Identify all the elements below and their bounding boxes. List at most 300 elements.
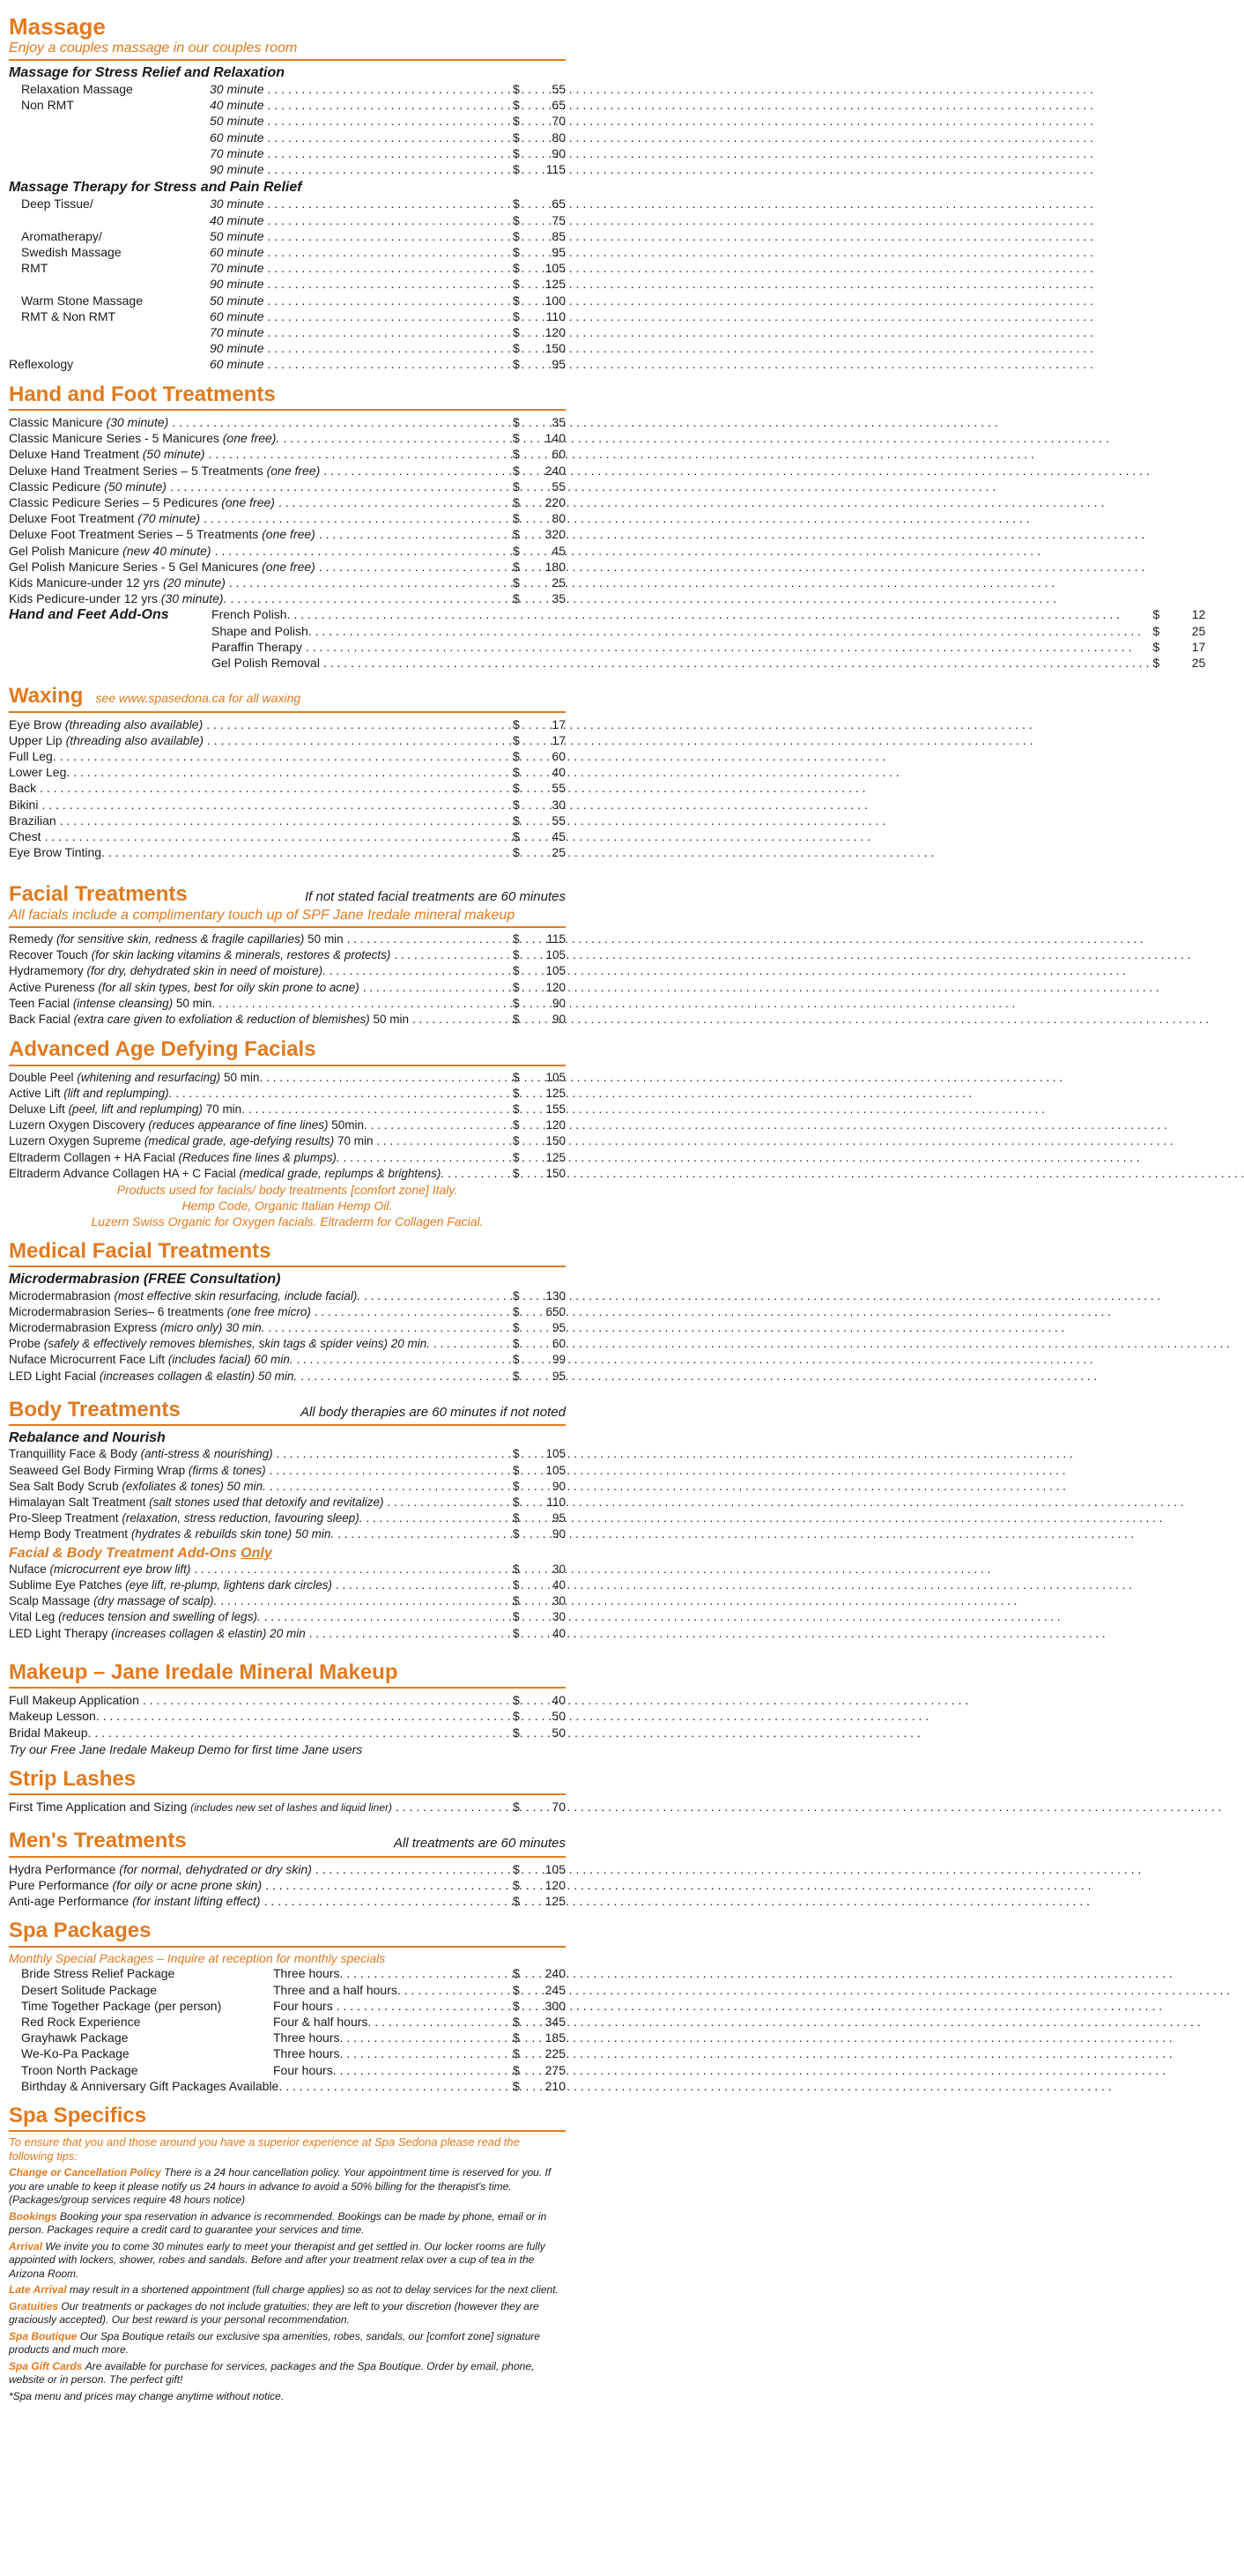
item-price <box>513 260 566 276</box>
currency-sign: $ <box>513 1725 520 1740</box>
item-name <box>9 1578 332 1593</box>
leader-dots <box>267 276 509 292</box>
item-name: Non RMT <box>21 98 74 113</box>
item-title: Deluxe Hand Treatment Series – 5 Treatments <box>9 463 263 478</box>
makeup-row <box>9 1725 566 1741</box>
item-note: (threading also available) <box>64 716 204 731</box>
item-price <box>513 2062 566 2078</box>
medical-row <box>9 1304 566 1320</box>
leader-dots <box>297 1352 509 1368</box>
item-note: (peel, lift and replumping) <box>68 1102 203 1117</box>
facial-head-note: If not stated facial treatments are 60 minutes <box>305 889 566 905</box>
body-addon-row <box>9 1578 566 1593</box>
item-price <box>513 1609 566 1625</box>
currency-sign: $ <box>513 1861 520 1876</box>
facial-row <box>9 932 566 947</box>
leader-dots <box>323 655 1149 671</box>
hand-foot-row <box>9 430 566 446</box>
item-title: Microdermabrasion Express <box>9 1321 158 1335</box>
facial-list <box>9 932 566 1028</box>
massage-row <box>9 161 566 177</box>
body-addons-list <box>9 1562 566 1642</box>
price-value: 35 <box>552 591 566 606</box>
massage-row <box>9 81 566 97</box>
item-note: (one free) <box>266 463 321 478</box>
age-row <box>9 1070 566 1086</box>
leader-dots <box>285 2078 509 2094</box>
currency-sign: $ <box>513 964 520 978</box>
age-products <box>9 1182 566 1229</box>
item-name: Grayhawk Package <box>21 2030 129 2045</box>
item-price <box>513 748 566 764</box>
hand-foot-row <box>9 414 566 430</box>
item-price <box>513 1495 566 1511</box>
item-price <box>513 130 566 145</box>
leader-dots <box>277 1446 509 1462</box>
item-title: Chest <box>9 829 41 844</box>
body-addons-title: Facial & Body Treatment Add-Ons Only <box>9 1545 272 1561</box>
leader-dots <box>346 2045 509 2061</box>
price-value: 105 <box>545 964 566 978</box>
item-name: Relaxation Massage <box>21 81 133 96</box>
item-price <box>513 732 566 748</box>
item-price <box>513 510 566 526</box>
item-name <box>9 797 38 813</box>
item-note: (increases collagen & elastin) 50 min. <box>99 1369 298 1383</box>
item-name <box>9 963 326 979</box>
currency-sign: $ <box>513 1134 520 1148</box>
makeup-note: Try our Free Jane Iredale Makeup Demo for first time Jane users <box>9 1741 363 1756</box>
massage-title: Massage <box>9 13 106 40</box>
item-name <box>9 996 215 1012</box>
item-duration: Four hours <box>273 1998 333 2013</box>
age-row <box>9 1166 566 1182</box>
item-price: $ 95 <box>513 357 566 372</box>
products-line: Products used for facials/ body treatments [comfort zone] Italy. <box>116 1183 458 1198</box>
currency-sign: $ <box>513 277 520 292</box>
price-value: 115 <box>546 932 566 947</box>
item-price <box>1152 655 1205 671</box>
item-title: Eye Brow <box>9 716 62 731</box>
leader-dots <box>267 356 509 372</box>
body-section <box>9 1395 566 1642</box>
item-title: Microdermabrasion <box>9 1288 111 1303</box>
body-addon-row <box>9 1562 566 1578</box>
currency-sign: $ <box>513 197 520 212</box>
currency-sign: $ <box>513 161 520 176</box>
item-price <box>513 1336 566 1352</box>
massage-row <box>9 212 566 228</box>
item-note: (for dry, dehydrated skin in need of moisture). <box>86 964 326 978</box>
age-list <box>9 1070 566 1182</box>
item-title: Back <box>9 781 37 796</box>
item-name: Full Makeup Application <box>9 1693 139 1708</box>
currency-sign: $ <box>513 1102 520 1117</box>
price-value: 345 <box>544 2015 566 2030</box>
price-value: 17 <box>552 716 566 731</box>
item-name <box>9 844 105 860</box>
item-price <box>513 1446 566 1462</box>
hand-foot-row <box>9 479 566 494</box>
item-price <box>513 1070 566 1086</box>
leader-dots <box>108 844 509 860</box>
price-value: 65 <box>552 98 566 113</box>
item-title: Nuface Microcurrent Face Lift <box>9 1353 166 1367</box>
currency-sign: $ <box>513 1877 520 1892</box>
body-row <box>9 1495 566 1511</box>
item-title: Recover Touch <box>9 948 88 962</box>
currency-sign: $ <box>513 1070 520 1084</box>
item-name: Troon North Package <box>21 2062 138 2077</box>
currency-sign: $ <box>513 495 520 510</box>
item-extra: 70 min <box>337 1134 374 1148</box>
leader-dots <box>267 260 509 276</box>
leader-dots <box>306 639 1149 655</box>
packages-title: Spa Packages <box>9 1919 152 1943</box>
hand-foot-row <box>9 510 566 526</box>
item-name: RMT & Non RMT <box>21 308 116 323</box>
leader-dots <box>319 526 509 542</box>
item-name: Bride Stress Relief Package <box>21 1966 175 1981</box>
divider <box>9 1793 566 1795</box>
currency-sign: $ <box>513 749 520 764</box>
leader-dots <box>346 2030 509 2045</box>
medical-row <box>9 1352 566 1368</box>
price-value: 105 <box>545 1463 566 1477</box>
item-price <box>513 1117 566 1133</box>
waxing-row <box>9 844 566 860</box>
item-price <box>1152 606 1205 622</box>
age-section <box>9 1038 566 1229</box>
item-title: Luzern Oxygen Discovery <box>9 1118 145 1132</box>
item-price <box>513 813 566 828</box>
item-duration: Three hours. <box>273 1966 344 1981</box>
price-value: 25 <box>552 845 566 860</box>
price-value: 40 <box>552 765 566 780</box>
leader-dots <box>94 1725 509 1741</box>
item-name <box>9 446 205 462</box>
item-price <box>513 81 566 97</box>
specifics-lead: Spa Boutique <box>9 2329 78 2342</box>
currency-sign: $ <box>513 145 520 160</box>
price-value: 95 <box>552 1321 566 1335</box>
item-title: LED Light Facial <box>9 1369 97 1383</box>
item-duration: 40 minute <box>210 98 264 113</box>
item-title: Brazilian <box>9 813 56 828</box>
item-duration: 90 minute <box>210 277 264 292</box>
leader-dots <box>278 494 509 510</box>
item-extra: 50 min <box>307 932 344 947</box>
item-price <box>513 2045 566 2061</box>
item-name <box>9 1166 444 1182</box>
price-value: 30 <box>552 1594 566 1608</box>
facial-section <box>9 880 566 1028</box>
leader-dots <box>267 324 509 340</box>
leader-dots <box>267 244 509 260</box>
item-title: Back Facial <box>9 1013 70 1027</box>
divider <box>9 711 566 713</box>
item-name <box>9 1463 266 1479</box>
massage-row <box>9 276 566 292</box>
item-name: Aromatherapy/ <box>21 228 102 243</box>
item-note: (50 minute) <box>142 447 205 462</box>
leader-dots <box>264 1893 509 1909</box>
currency-sign: $ <box>513 98 520 113</box>
item-name <box>9 1336 430 1352</box>
specifics-item <box>9 2166 566 2208</box>
price-value: 105 <box>544 261 566 276</box>
specifics-body: There is a 24 hour cancellation policy. Your appointment time is reserved for you. If you are unable to keep it please notify us 24 hours in advance to avoid a 50% billing for the therapist's time. (Packages/group services require 48 hours notice) <box>9 2166 552 2207</box>
item-note: (for normal, dehydrated or dry skin) <box>119 1861 312 1876</box>
item-name <box>9 1150 340 1166</box>
item-name <box>9 1626 306 1642</box>
item-note: (includes facial) 60 min. <box>167 1353 293 1367</box>
item-price <box>513 1102 566 1117</box>
waxing-row <box>9 780 566 796</box>
item-name: French Polish. <box>211 607 291 622</box>
item-duration: 90 minute <box>210 341 264 356</box>
reflexology-row <box>9 356 566 372</box>
price-value: 105 <box>545 948 566 962</box>
item-price <box>513 1965 566 1981</box>
item-price <box>513 196 566 212</box>
item-note: (one free) <box>221 495 275 510</box>
medical-list <box>9 1288 566 1385</box>
item-price <box>513 1369 566 1385</box>
age-row <box>9 1086 566 1102</box>
item-price <box>513 1463 566 1479</box>
item-note: (medical grade, replumps & brightens). <box>239 1166 445 1180</box>
currency-sign: $ <box>513 2046 520 2061</box>
package-row <box>9 1965 566 1981</box>
leader-dots <box>346 1965 509 1981</box>
leader-dots <box>330 963 509 979</box>
item-price <box>513 1861 566 1877</box>
item-name <box>9 1352 293 1368</box>
item-name: Birthday & Anniversary Gift Packages Available. <box>21 2078 283 2093</box>
item-name <box>9 1012 409 1028</box>
currency-sign: $ <box>513 1894 520 1909</box>
item-price <box>513 414 566 430</box>
item-note: (for oily or acne prone skin) <box>112 1877 263 1892</box>
specifics-intro: To ensure that you and those around you have a superior experience at Spa Sedona please read the following tips: <box>9 2135 520 2164</box>
item-title: Eye Brow Tinting. <box>9 845 105 860</box>
price-value: 110 <box>546 1496 566 1510</box>
leader-dots <box>270 1463 509 1479</box>
price-value: 240 <box>544 463 566 478</box>
item-price <box>513 575 566 590</box>
divider <box>9 1424 566 1426</box>
package-row <box>9 1982 566 1998</box>
item-duration: 70 minute <box>210 261 264 276</box>
currency-sign: $ <box>513 797 520 812</box>
age-row <box>9 1133 566 1149</box>
medical-row <box>9 1288 566 1304</box>
item-title: Classic Pedicure <box>9 479 101 494</box>
waxing-row <box>9 732 566 748</box>
leader-dots <box>267 293 509 308</box>
package-row <box>9 2062 566 2078</box>
price-value: 85 <box>552 228 566 243</box>
currency-sign: $ <box>513 415 520 429</box>
divider <box>9 1687 566 1689</box>
item-title: Seaweed Gel Body Firming Wrap <box>9 1463 186 1477</box>
price-value: 25 <box>1191 656 1206 671</box>
item-note: (relaxation, stress reduction, favouring sleep). <box>122 1511 363 1526</box>
waxing-title: Waxing <box>9 684 84 709</box>
body-row <box>9 1446 566 1462</box>
item-price <box>513 479 566 494</box>
massage-row <box>9 308 566 324</box>
currency-sign: $ <box>513 1013 520 1027</box>
item-duration: 60 minute <box>210 357 264 372</box>
item-title: Deluxe Lift <box>9 1102 65 1117</box>
leader-dots <box>209 446 509 462</box>
leader-dots <box>248 1102 509 1117</box>
item-duration: 50 minute <box>210 114 264 129</box>
currency-sign: $ <box>513 479 520 494</box>
item-price <box>513 1626 566 1642</box>
item-name <box>9 1369 297 1385</box>
item-price <box>513 145 566 161</box>
item-name <box>9 1562 190 1578</box>
mens-list <box>9 1861 566 1910</box>
item-duration: Three hours. <box>273 2046 344 2061</box>
massage-row <box>9 260 566 276</box>
item-name <box>9 1593 217 1609</box>
item-name <box>9 1479 266 1495</box>
item-name <box>9 1117 367 1133</box>
price-value: 105 <box>545 1447 566 1461</box>
currency-sign: $ <box>513 527 520 542</box>
price-value: 150 <box>545 1166 566 1180</box>
item-name <box>9 1288 360 1304</box>
currency-sign: $ <box>1152 623 1160 638</box>
price-value: 65 <box>552 197 566 212</box>
leader-dots <box>267 228 509 244</box>
item-title: Eltraderm Advance Collagen HA + C Facial <box>9 1166 236 1180</box>
leader-dots <box>448 1166 509 1182</box>
item-name <box>9 1526 334 1542</box>
item-name <box>9 1877 262 1893</box>
currency-sign: $ <box>513 325 520 339</box>
leader-dots <box>267 161 509 177</box>
item-price <box>513 1012 566 1028</box>
leader-dots <box>215 543 509 559</box>
item-name <box>9 748 56 764</box>
item-note: (exfoliates & tones) 50 min. <box>122 1479 266 1493</box>
item-title: Probe <box>9 1337 41 1351</box>
item-price <box>513 1511 566 1526</box>
item-duration: 60 minute <box>210 130 264 145</box>
hand-foot-row <box>9 575 566 590</box>
item-name <box>9 414 168 430</box>
item-price <box>513 1166 566 1182</box>
item-title: Pure Performance <box>9 1877 109 1892</box>
item-title: Lower Leg. <box>9 765 70 780</box>
item-price <box>513 1150 566 1166</box>
leader-dots <box>267 145 509 161</box>
item-note: (20 minute) <box>163 575 226 590</box>
age-row <box>9 1102 566 1117</box>
currency-sign: $ <box>513 293 520 308</box>
leader-dots <box>267 81 509 97</box>
item-note: (reduces appearance of fine lines) <box>148 1118 329 1132</box>
item-note: (medical grade, age-defying results) <box>144 1134 335 1148</box>
leader-dots <box>366 1511 509 1526</box>
price-value: 150 <box>544 341 566 356</box>
currency-sign: $ <box>513 511 520 526</box>
body-group-title: Rebalance and Nourish <box>9 1430 166 1446</box>
leader-dots <box>40 780 509 796</box>
leader-dots <box>267 340 509 356</box>
leader-dots <box>336 1578 509 1593</box>
massage-row <box>9 97 566 113</box>
specifics-section <box>9 2105 566 2403</box>
package-row <box>9 1998 566 2014</box>
price-value: 120 <box>545 1118 566 1132</box>
item-name <box>9 980 359 996</box>
item-title: Sea Salt Body Scrub <box>9 1479 119 1493</box>
price-value: 125 <box>545 1086 566 1100</box>
price-value: 125 <box>545 1150 566 1164</box>
item-title: Sublime Eye Patches <box>9 1578 122 1592</box>
specifics-footnote: *Spa menu and prices may change anytime without notice. <box>9 2389 285 2402</box>
currency-sign: $ <box>513 1353 520 1367</box>
item-name <box>9 716 203 732</box>
currency-sign: $ <box>513 781 520 796</box>
packages-list <box>9 1965 566 2077</box>
item-price: $ 70 <box>513 1800 566 1815</box>
specifics-item <box>9 2300 566 2327</box>
price-value: 40 <box>552 1578 566 1592</box>
specifics-body: We invite you to come 30 minutes early to meet your therapist and get settled in. Our locker rooms are fully appointed with lockers, shower, robes and sandals. Before and after your treatment relax over a cup of tea in the Arizona Room. <box>9 2239 545 2280</box>
item-name <box>9 1102 245 1117</box>
massage-row <box>9 130 566 145</box>
leader-dots <box>396 1799 509 1815</box>
price-value: 17 <box>1191 639 1206 654</box>
item-price <box>513 1479 566 1495</box>
item-title: Gel Polish Manicure Series - 5 Gel Manicures <box>9 559 259 574</box>
item-name <box>9 780 36 796</box>
item-name <box>9 494 275 510</box>
item-name <box>9 1495 383 1511</box>
item-note: (most effective skin resurfacing, include facial). <box>114 1288 361 1303</box>
price-value: 55 <box>552 479 566 494</box>
currency-sign: $ <box>513 1150 520 1164</box>
divider <box>9 926 566 928</box>
specifics-body: Booking your spa reservation in advance is recommended. Bookings can be made by phone, email or in person. Packages require a credit card to guarantee your services and time. <box>9 2209 547 2237</box>
item-name: RMT <box>21 261 48 276</box>
body-title: Body Treatments <box>9 1397 181 1422</box>
specifics-title: Spa Specifics <box>9 2104 147 2128</box>
item-duration: 50 minute <box>210 228 264 243</box>
item-name <box>9 932 344 947</box>
item-title: Classic Manicure <box>9 415 103 429</box>
item-note: (safely & effectively removes blemishes, skin tags & spider veins) 20 min. <box>43 1337 430 1351</box>
currency-sign: $ <box>513 1496 520 1510</box>
price-value: 95 <box>552 1369 566 1383</box>
price-value: 80 <box>552 511 566 526</box>
price-value: 140 <box>544 431 566 446</box>
currency-sign: $ <box>1152 639 1160 654</box>
item-note: (eye lift, re-plump, lightens dark circles) <box>125 1578 332 1592</box>
mens-title: Men's Treatments <box>9 1829 187 1853</box>
facial-row <box>9 947 566 963</box>
package-row <box>9 2045 566 2061</box>
item-price <box>513 559 566 575</box>
leader-dots <box>319 559 509 575</box>
